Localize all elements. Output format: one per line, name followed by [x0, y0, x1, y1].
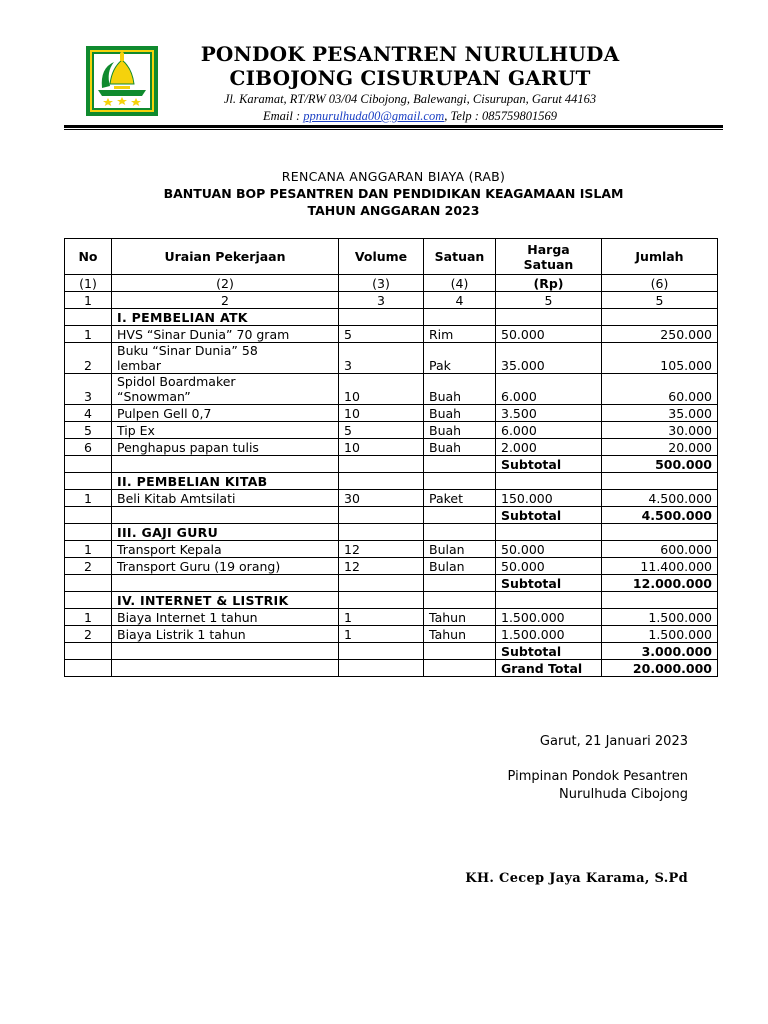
- section-title: IV. INTERNET & LISTRIK: [112, 592, 339, 609]
- table-row: [65, 439, 718, 456]
- item-unit-price: 2.000: [496, 439, 602, 456]
- empty-cell: [65, 456, 112, 473]
- email-link[interactable]: ppnurulhuda00@gmail.com: [303, 109, 445, 123]
- empty-cell: [65, 309, 112, 326]
- subtotal-label: Subtotal: [496, 507, 602, 524]
- contact-line: [170, 109, 650, 124]
- column-number-cell: (1): [65, 275, 112, 292]
- item-unit: Buah: [424, 439, 496, 456]
- row-number: 6: [65, 439, 112, 456]
- empty-cell: [602, 473, 718, 490]
- item-volume: 3: [339, 343, 424, 374]
- item-unit-price: 50.000: [496, 326, 602, 343]
- column-number-cell: 4: [424, 292, 496, 309]
- item-volume: 5: [339, 422, 424, 439]
- letterhead: [170, 42, 650, 124]
- empty-cell: [65, 643, 112, 660]
- empty-cell: [496, 592, 602, 609]
- table-row: [65, 405, 718, 422]
- item-description: Beli Kitab Amtsilati: [112, 490, 339, 507]
- subtotal-row: [65, 507, 718, 524]
- institution-name-line2: CIBOJONG CISURUPAN GARUT: [229, 66, 591, 90]
- empty-cell: [339, 592, 424, 609]
- empty-cell: [602, 592, 718, 609]
- item-description: HVS “Sinar Dunia” 70 gram: [112, 326, 339, 343]
- item-description: Biaya Listrik 1 tahun: [112, 626, 339, 643]
- item-unit-price: 1.500.000: [496, 626, 602, 643]
- item-volume: 12: [339, 541, 424, 558]
- item-description: Biaya Internet 1 tahun: [112, 609, 339, 626]
- title-line2: BANTUAN BOP PESANTREN DAN PENDIDIKAN KEAGAMAAN ISLAM: [163, 186, 624, 201]
- row-number: 1: [65, 541, 112, 558]
- empty-cell: [65, 473, 112, 490]
- row-number: 1: [65, 326, 112, 343]
- item-unit: Rim: [424, 326, 496, 343]
- item-amount: 105.000: [602, 343, 718, 374]
- item-unit-price: 50.000: [496, 541, 602, 558]
- table-row: [65, 490, 718, 507]
- item-amount: 35.000: [602, 405, 718, 422]
- subtotal-label: Subtotal: [496, 575, 602, 592]
- item-unit: Buah: [424, 374, 496, 405]
- item-unit-price: 150.000: [496, 490, 602, 507]
- table-row: [65, 558, 718, 575]
- row-number: 3: [65, 374, 112, 405]
- empty-cell: [496, 473, 602, 490]
- empty-cell: [424, 660, 496, 677]
- numbering-row: [65, 275, 718, 292]
- subtotal-value: 500.000: [602, 456, 718, 473]
- item-volume: 1: [339, 609, 424, 626]
- item-amount: 4.500.000: [602, 490, 718, 507]
- section-title-row: [65, 592, 718, 609]
- item-description-line1: Buku “Sinar Dunia” 58: [117, 343, 258, 358]
- pesantren-logo: [86, 46, 158, 116]
- column-number-cell: 5: [496, 292, 602, 309]
- item-unit: Paket: [424, 490, 496, 507]
- column-number-cell: (6): [602, 275, 718, 292]
- item-description: Transport Kepala: [112, 541, 339, 558]
- column-number-cell: 3: [339, 292, 424, 309]
- empty-cell: [339, 473, 424, 490]
- item-amount: 60.000: [602, 374, 718, 405]
- letterhead-rule-thin: [64, 129, 723, 130]
- grand-total-row: [65, 660, 718, 677]
- section-title-row: [65, 524, 718, 541]
- column-number-cell: 2: [112, 292, 339, 309]
- table-row: [65, 343, 718, 374]
- item-volume: 10: [339, 374, 424, 405]
- empty-cell: [112, 643, 339, 660]
- subtotal-row: [65, 575, 718, 592]
- empty-cell: [424, 473, 496, 490]
- empty-cell: [424, 309, 496, 326]
- empty-cell: [496, 309, 602, 326]
- signer-position-line1: Pimpinan Pondok Pesantren: [507, 769, 688, 784]
- signer-position-line2: Nurulhuda Cibojong: [559, 787, 688, 802]
- column-number-cell: (3): [339, 275, 424, 292]
- subtotal-value: 3.000.000: [602, 643, 718, 660]
- row-number: 2: [65, 558, 112, 575]
- title-line1: RENCANA ANGGARAN BIAYA (RAB): [281, 169, 506, 184]
- subtotal-value: 12.000.000: [602, 575, 718, 592]
- item-unit-price: 1.500.000: [496, 609, 602, 626]
- empty-cell: [424, 575, 496, 592]
- item-description: Tip Ex: [112, 422, 339, 439]
- table-body: [65, 275, 718, 677]
- table-row: [65, 422, 718, 439]
- table-row: [65, 609, 718, 626]
- column-number-cell: (Rp): [496, 275, 602, 292]
- empty-cell: [65, 660, 112, 677]
- table-row: [65, 541, 718, 558]
- item-description-line2: “Snowman”: [117, 389, 191, 404]
- header-volume: Volume: [339, 239, 424, 275]
- item-unit: Tahun: [424, 609, 496, 626]
- empty-cell: [65, 575, 112, 592]
- header-satuan: Satuan: [424, 239, 496, 275]
- phone-text: , Telp : 085759801569: [444, 109, 558, 123]
- column-number-cell: (2): [112, 275, 339, 292]
- item-unit: Bulan: [424, 541, 496, 558]
- item-unit: Pak: [424, 343, 496, 374]
- subtotal-label: Subtotal: [496, 643, 602, 660]
- grand-total-value: 20.000.000: [602, 660, 718, 677]
- letterhead-rule-thick: [64, 125, 723, 128]
- institution-address: Jl. Karamat, RT/RW 03/04 Cibojong, Balewangi, Cisurupan, Garut 44163: [223, 92, 597, 106]
- item-unit-price: 35.000: [496, 343, 602, 374]
- header-harga-line2: Satuan: [523, 256, 574, 272]
- subtotal-value: 4.500.000: [602, 507, 718, 524]
- empty-cell: [112, 660, 339, 677]
- item-description: [112, 343, 339, 374]
- subtotal-label: Subtotal: [496, 456, 602, 473]
- item-unit: Bulan: [424, 558, 496, 575]
- row-number: 2: [65, 626, 112, 643]
- row-number: 2: [65, 343, 112, 374]
- empty-cell: [424, 456, 496, 473]
- item-description: Penghapus papan tulis: [112, 439, 339, 456]
- empty-cell: [602, 309, 718, 326]
- item-unit: Buah: [424, 422, 496, 439]
- section-title: I. PEMBELIAN ATK: [112, 309, 339, 326]
- empty-cell: [602, 524, 718, 541]
- empty-cell: [112, 456, 339, 473]
- item-amount: 250.000: [602, 326, 718, 343]
- section-title-row: [65, 309, 718, 326]
- row-number: 5: [65, 422, 112, 439]
- row-number: 1: [65, 490, 112, 507]
- header-jumlah: Jumlah: [602, 239, 718, 275]
- empty-cell: [496, 524, 602, 541]
- empty-cell: [339, 507, 424, 524]
- item-unit-price: 6.000: [496, 374, 602, 405]
- header-uraian: Uraian Pekerjaan: [112, 239, 339, 275]
- column-number-cell: 1: [65, 292, 112, 309]
- row-number: 4: [65, 405, 112, 422]
- empty-cell: [424, 524, 496, 541]
- item-description: Transport Guru (19 orang): [112, 558, 339, 575]
- item-amount: 11.400.000: [602, 558, 718, 575]
- institution-name-line1: PONDOK PESANTREN NURULHUDA: [200, 42, 620, 66]
- item-description-line1: Spidol Boardmaker: [117, 374, 236, 389]
- title-line3: TAHUN ANGGARAN 2023: [307, 203, 480, 218]
- empty-cell: [112, 507, 339, 524]
- item-amount: 30.000: [602, 422, 718, 439]
- column-number-cell: (4): [424, 275, 496, 292]
- column-number-cell: 5: [602, 292, 718, 309]
- item-amount: 1.500.000: [602, 609, 718, 626]
- item-volume: 5: [339, 326, 424, 343]
- empty-cell: [339, 660, 424, 677]
- row-number: 1: [65, 609, 112, 626]
- header-harga-line1: Harga: [527, 241, 570, 257]
- empty-cell: [339, 524, 424, 541]
- empty-cell: [339, 309, 424, 326]
- numbering-row: [65, 292, 718, 309]
- place-date: Garut, 21 Januari 2023: [539, 734, 688, 749]
- grand-total-label: Grand Total: [496, 660, 602, 677]
- budget-table: [64, 238, 718, 677]
- item-volume: 10: [339, 439, 424, 456]
- item-volume: 12: [339, 558, 424, 575]
- empty-cell: [65, 592, 112, 609]
- empty-cell: [339, 456, 424, 473]
- item-volume: 1: [339, 626, 424, 643]
- table-row: [65, 326, 718, 343]
- subtotal-row: [65, 456, 718, 473]
- table-header-row: [65, 239, 718, 275]
- signer-name: KH. Cecep Jaya Karama, S.Pd: [465, 871, 688, 886]
- item-volume: 30: [339, 490, 424, 507]
- item-amount: 20.000: [602, 439, 718, 456]
- table-row: [65, 374, 718, 405]
- item-unit: Buah: [424, 405, 496, 422]
- empty-cell: [112, 575, 339, 592]
- item-unit-price: 6.000: [496, 422, 602, 439]
- header-harga: [496, 239, 602, 275]
- item-unit: Tahun: [424, 626, 496, 643]
- empty-cell: [339, 643, 424, 660]
- section-title: II. PEMBELIAN KITAB: [112, 473, 339, 490]
- item-unit-price: 3.500: [496, 405, 602, 422]
- empty-cell: [65, 507, 112, 524]
- email-label: Email :: [262, 109, 304, 123]
- header-no: No: [65, 239, 112, 275]
- empty-cell: [65, 524, 112, 541]
- item-unit-price: 50.000: [496, 558, 602, 575]
- subtotal-row: [65, 643, 718, 660]
- item-amount: 600.000: [602, 541, 718, 558]
- empty-cell: [339, 575, 424, 592]
- table-row: [65, 626, 718, 643]
- item-volume: 10: [339, 405, 424, 422]
- item-description-line2: lembar: [117, 358, 162, 373]
- empty-cell: [424, 592, 496, 609]
- item-description: Pulpen Gell 0,7: [112, 405, 339, 422]
- section-title: III. GAJI GURU: [112, 524, 339, 541]
- item-description: [112, 374, 339, 405]
- item-amount: 1.500.000: [602, 626, 718, 643]
- empty-cell: [424, 643, 496, 660]
- document-title: [64, 168, 723, 219]
- section-title-row: [65, 473, 718, 490]
- empty-cell: [424, 507, 496, 524]
